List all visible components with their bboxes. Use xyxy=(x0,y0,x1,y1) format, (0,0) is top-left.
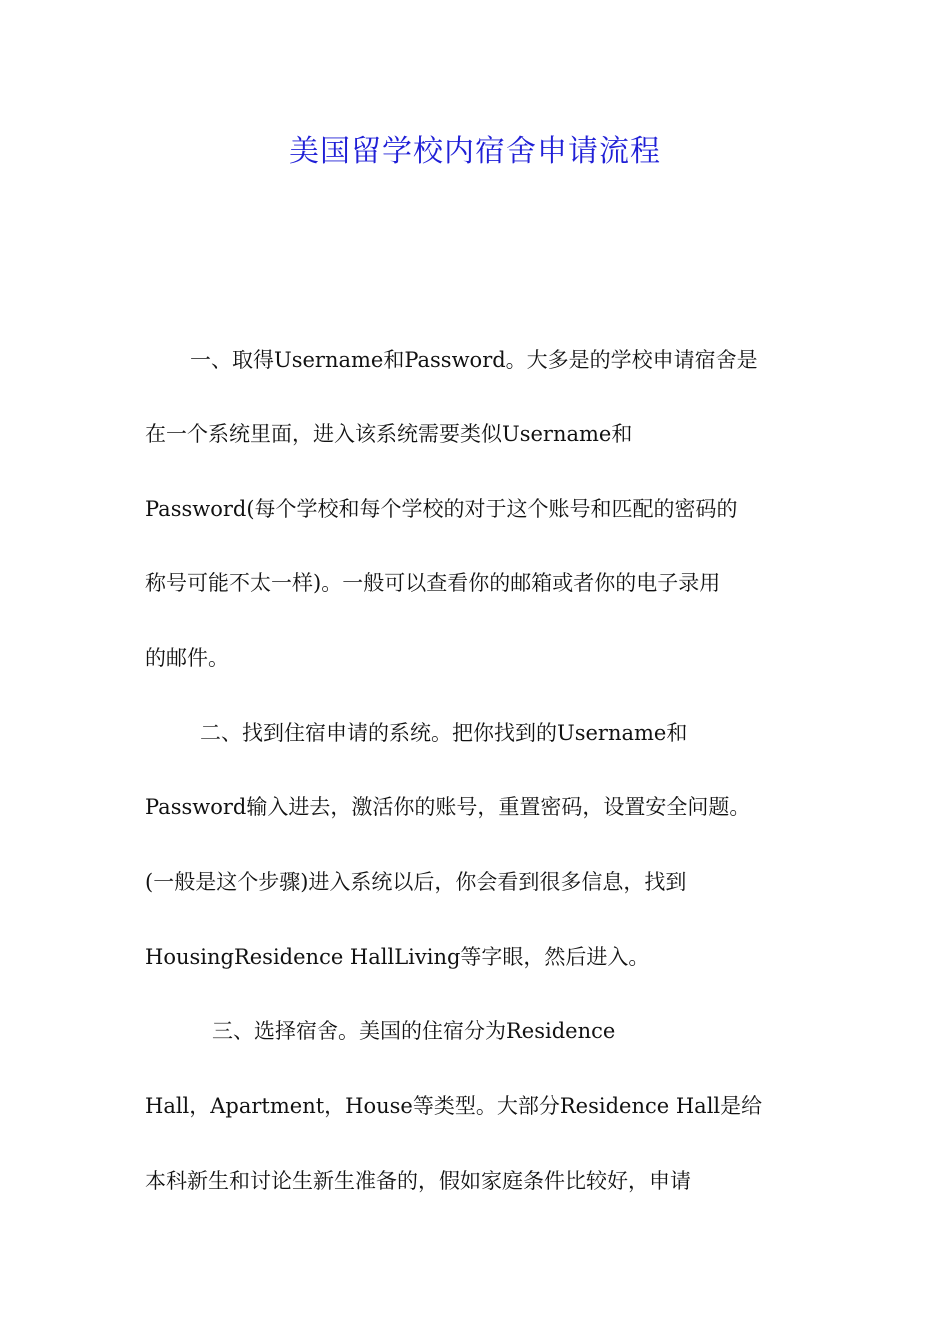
paragraph-line-1: 一、取得Username和Password。大多是的学校申请宿舍是 xyxy=(190,348,758,372)
paragraph-line-12: 本科新生和讨论生新生准备的，假如家庭条件比较好，申请 xyxy=(145,1169,691,1193)
paragraph-line-11: Hall，Apartment，House等类型。大部分Residence Hall是给 xyxy=(145,1094,763,1118)
paragraph-line-4: 称号可能不太一样)。一般可以查看你的邮箱或者你的电子录用 xyxy=(145,571,721,595)
paragraph-line-2 xyxy=(145,414,807,454)
line-2-text: 在一个系统里面，进入该系统需要类似Username和 xyxy=(145,422,633,446)
paragraph-line-10: 三、选择宿舍。美国的住宿分为Residence xyxy=(212,1019,616,1043)
document-title: 美国留学校内宿舍申请流程 xyxy=(289,134,661,169)
paragraph-line-9: HousingResidence HallLiving等字眼，然后进入。 xyxy=(145,945,650,969)
paragraph-line-5: 的邮件。 xyxy=(145,646,229,670)
paragraph-line-3: Password(每个学校和每个学校的对于这个账号和匹配的密码的 xyxy=(145,497,738,521)
paragraph-line-6: 二、找到住宿申请的系统。把你找到的Username和 xyxy=(200,721,688,745)
paragraph-line-7: Password输入进去，激活你的账号，重置密码，设置安全问题。 xyxy=(145,795,751,819)
paragraph-line-8: (一般是这个步骤)进入系统以后，你会看到很多信息，找到 xyxy=(145,870,687,894)
